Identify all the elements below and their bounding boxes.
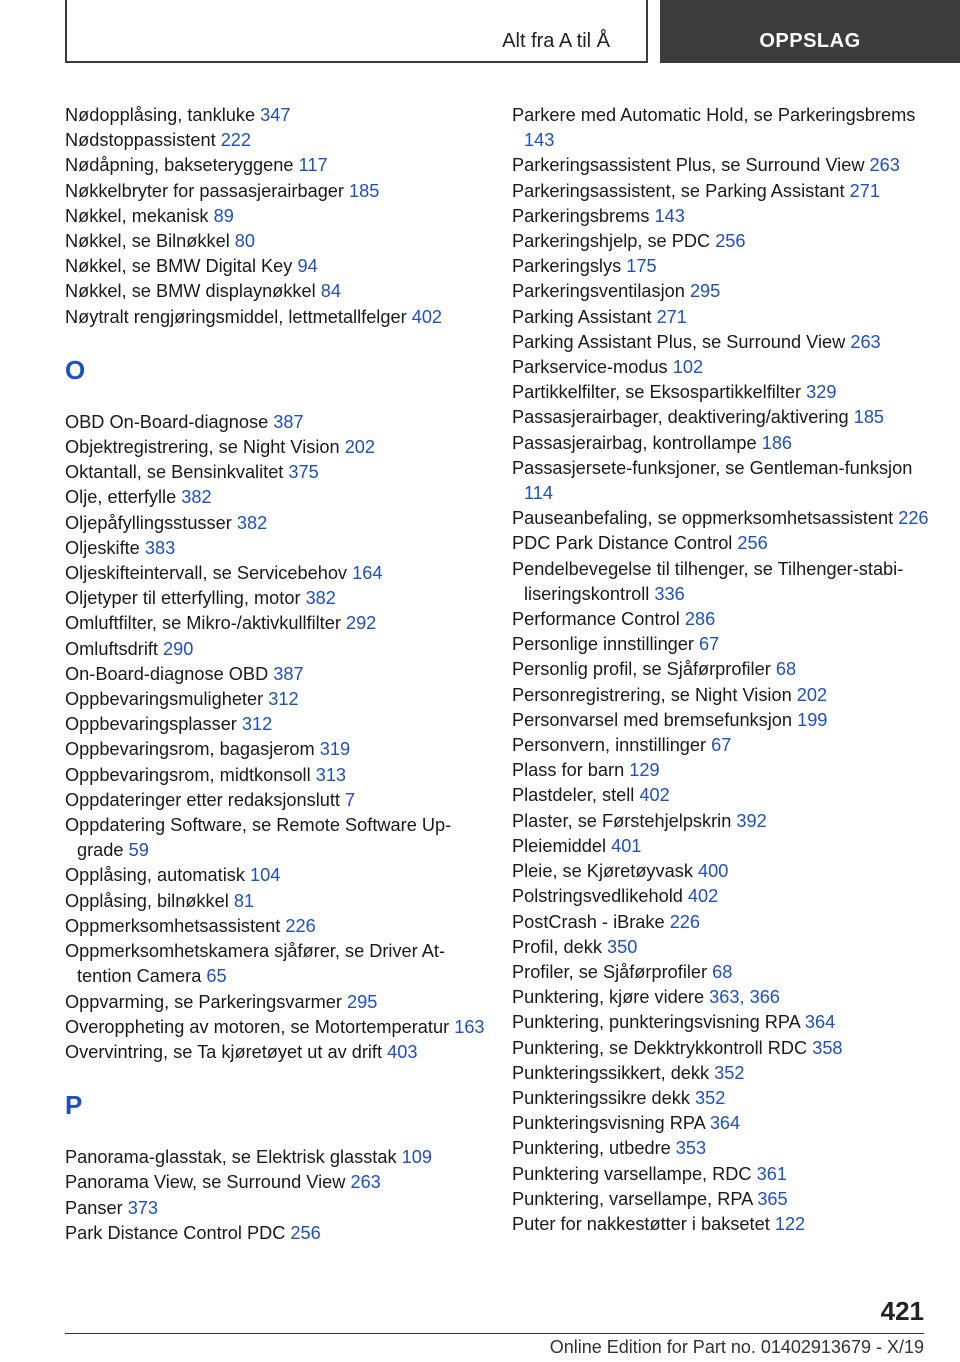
index-entry-term: Parkeringsbrems — [512, 205, 655, 226]
page-reference-link[interactable]: 175 — [626, 256, 657, 277]
index-entry-term: Pleie, se Kjøretøyvask — [512, 861, 698, 882]
index-entry — [65, 662, 485, 687]
index-letter-heading: P — [65, 1090, 83, 1121]
page-reference-link[interactable]: 186 — [761, 432, 793, 453]
page-reference-link[interactable]: 363, 366 — [709, 987, 780, 1008]
index-entry — [512, 985, 932, 1010]
page-reference-link[interactable]: 313 — [315, 764, 347, 785]
index-entry-term: Panorama View, se Surround View — [65, 1172, 351, 1193]
page-reference-link[interactable]: 392 — [736, 810, 767, 831]
index-entry-term: Punkteringsvisning RPA — [512, 1113, 710, 1134]
index-entry-term: Punkteringssikkert, dekk — [512, 1062, 715, 1083]
index-entry-term: OBD On-Board-diagnose — [65, 411, 274, 432]
page-reference-link[interactable]: 373 — [127, 1197, 159, 1218]
index-column-left — [65, 103, 485, 1246]
index-entry — [65, 511, 485, 536]
index-entry — [65, 813, 485, 863]
header-section-box — [65, 0, 648, 63]
index-entry-term: Plass for barn — [512, 760, 630, 781]
page-reference-link[interactable]: 290 — [163, 638, 194, 659]
page-reference-link[interactable]: 400 — [697, 861, 729, 882]
index-entry-term: Objektregistrering, se Night Vision — [65, 437, 345, 458]
index-entry-term: Puter for nakkestøtter i baksetet — [512, 1213, 775, 1234]
page-reference-link[interactable]: 89 — [213, 205, 234, 226]
page-reference-link[interactable]: 67 — [699, 634, 720, 655]
edition-note: Online Edition for Part no. 01402913679 - X/19 — [549, 1337, 924, 1357]
page-reference-link[interactable]: 226 — [669, 911, 701, 932]
page-reference-link[interactable]: 401 — [611, 835, 642, 856]
index-entry-term: Nødopplåsing, tankluke — [65, 105, 261, 125]
index-entry — [65, 914, 485, 939]
index-entry-term: Oppbevaringsplasser — [65, 714, 242, 735]
index-entry — [65, 637, 485, 662]
index-entry-term: Omluftsdrift — [65, 638, 164, 659]
index-entry-term: Performance Control — [512, 609, 685, 630]
index-entry — [65, 1170, 485, 1195]
page-reference-link[interactable]: 109 — [401, 1147, 432, 1168]
index-entry — [512, 1086, 932, 1111]
index-entry — [65, 1040, 485, 1065]
index-entry — [512, 531, 932, 556]
index-entry — [512, 456, 932, 506]
index-entry — [65, 939, 485, 989]
page-reference-link[interactable]: 226 — [898, 508, 929, 529]
page-reference-link[interactable]: 361 — [756, 1163, 787, 1184]
index-entry — [65, 153, 485, 178]
index-entry — [512, 1162, 932, 1187]
index-entry-term: PDC Park Distance Control — [512, 533, 738, 554]
page-reference-link[interactable]: 271 — [656, 306, 687, 327]
page-reference-link[interactable]: 185 — [853, 407, 885, 428]
index-entry-term: Profiler, se Sjåførprofiler — [512, 961, 713, 982]
index-entry-term: Punktering, kjøre videre — [512, 987, 710, 1008]
page-reference-link[interactable]: 129 — [629, 760, 660, 781]
index-entry-term: Polstringsvedlikehold — [512, 886, 688, 907]
index-entry-term: Omluftfilter, se Mikro-/aktivkullfilter — [65, 613, 346, 634]
index-entry-term: Oppdatering Software, se Remote Software Upgrade — [65, 815, 452, 861]
page-reference-link[interactable]: 353 — [675, 1138, 707, 1159]
index-entry — [512, 1212, 932, 1237]
page-reference-link[interactable]: 59 — [128, 840, 149, 861]
index-entry — [512, 733, 932, 758]
index-entry — [512, 229, 932, 254]
page-reference-link[interactable]: 226 — [285, 915, 316, 936]
index-entry-term: Overvintring, se Ta kjøretøyet ut av drift — [65, 1041, 388, 1062]
index-entry-term: Oppbevaringsmuligheter — [65, 689, 269, 710]
index-entry — [512, 153, 932, 178]
index-entry — [512, 557, 932, 607]
page-reference-link[interactable]: 104 — [250, 865, 281, 886]
index-entry — [65, 179, 485, 204]
index-entry — [65, 737, 485, 762]
page-reference-link[interactable]: 312 — [241, 714, 273, 735]
index-entry — [512, 1111, 932, 1136]
page-reference-link[interactable]: 67 — [711, 735, 732, 756]
page-reference-link[interactable]: 263 — [350, 1172, 381, 1193]
index-entry-term: Parking Assistant — [512, 306, 657, 327]
index-entry — [65, 712, 485, 737]
index-entry-term: Personvarsel med bremsefunksjon — [512, 709, 798, 730]
index-entry — [65, 561, 485, 586]
index-entry — [512, 103, 932, 153]
index-entry-term: Overoppheting av motoren, se Motortemperatur — [65, 1016, 455, 1037]
index-entry-term: Oljetyper til etterfylling, motor — [65, 588, 306, 609]
page-reference-link[interactable]: 382 — [305, 588, 336, 609]
index-entry — [65, 1196, 485, 1221]
index-entry-term: Nøkkel, se BMW displaynøkkel — [65, 281, 321, 302]
index-entry — [65, 435, 485, 460]
index-entry — [512, 355, 932, 380]
page-reference-link[interactable]: 312 — [268, 689, 299, 710]
section-title: Alt fra A til Å — [502, 30, 610, 52]
index-entry-term: Punktering, utbedre — [512, 1138, 676, 1159]
page-reference-link[interactable]: 292 — [345, 613, 377, 634]
chapter-title: OPPSLAG — [759, 30, 861, 52]
index-entry — [512, 834, 932, 859]
index-entry — [65, 485, 485, 510]
index-entry — [512, 632, 932, 657]
index-entry — [65, 460, 485, 485]
page-reference-link[interactable]: 352 — [714, 1062, 745, 1083]
index-entry — [512, 1061, 932, 1086]
page-reference-link[interactable]: 403 — [387, 1041, 418, 1062]
page-reference-link[interactable]: 117 — [298, 155, 328, 176]
index-entry — [512, 254, 932, 279]
page-reference-link[interactable]: 185 — [349, 180, 380, 201]
index-entry — [512, 607, 932, 632]
index-entry-term: Park Distance Control PDC — [65, 1222, 291, 1243]
index-entry-term: On-Board-diagnose OBD — [65, 663, 274, 684]
page-reference-link[interactable]: 350 — [607, 936, 638, 957]
index-entry-term: Personvern, innstillinger — [512, 735, 712, 756]
page-reference-link[interactable]: 365 — [757, 1188, 788, 1209]
page-reference-link[interactable]: 143 — [654, 205, 685, 226]
index-entry-term: Nødstoppassistent — [65, 130, 221, 151]
index-entry — [512, 179, 932, 204]
index-entry — [512, 960, 932, 985]
index-entry — [65, 763, 485, 788]
index-entry — [65, 788, 485, 813]
index-entry-term: Parkeringslys — [512, 256, 627, 277]
index-entry-term: Punktering, se Dekktrykkontroll RDC — [512, 1037, 813, 1058]
page-reference-link[interactable]: 163 — [454, 1016, 485, 1037]
index-column-right — [512, 103, 932, 1237]
index-entry-term: Punkteringssikre dekk — [512, 1087, 695, 1108]
page-reference-link[interactable]: 65 — [206, 966, 227, 987]
index-entry-term: Oljeskifte — [65, 537, 145, 558]
index-entry — [512, 935, 932, 960]
index-entry-term: PostCrash - iBrake — [512, 911, 670, 932]
page-reference-link[interactable]: 387 — [273, 663, 304, 684]
page-reference-link[interactable]: 68 — [712, 961, 733, 982]
index-entry — [512, 683, 932, 708]
index-entry — [512, 1136, 932, 1161]
index-entry-term: Oppbevaringsrom, midtkonsoll — [65, 764, 316, 785]
page-reference-link[interactable]: 295 — [347, 991, 378, 1012]
index-entry-term: Parkeringsassistent Plus, se Surround View — [512, 155, 870, 176]
page-reference-link[interactable]: 68 — [775, 659, 797, 680]
page-reference-link[interactable]: 263 — [869, 155, 900, 176]
page-reference-link[interactable]: 102 — [672, 357, 704, 378]
index-entry — [65, 889, 485, 914]
page-reference-link[interactable]: 319 — [319, 739, 351, 760]
page-reference-link[interactable]: 256 — [737, 533, 768, 554]
page-reference-link[interactable]: 329 — [806, 382, 837, 403]
index-entry-term: Partikkelfilter, se Eksospartikkelfilter — [512, 382, 807, 403]
index-entry — [512, 809, 932, 834]
page-reference-link[interactable]: 143 — [524, 130, 555, 151]
index-entry-term: Nødåpning, bakseteryggene — [65, 155, 299, 176]
index-entry-term: Opplåsing, automatisk — [65, 865, 251, 886]
index-entry — [65, 1015, 485, 1040]
page-reference-link[interactable]: 202 — [344, 437, 376, 458]
page-reference-link[interactable]: 383 — [144, 537, 176, 558]
page-reference-link[interactable]: 222 — [220, 130, 252, 151]
index-entry-term: Personlige innstillinger — [512, 634, 700, 655]
index-entry-term: Nøytralt rengjøringsmiddel, lettmetallfelger — [65, 306, 412, 327]
index-entry-term: Pauseanbefaling, se oppmerksomhetsassistent — [512, 508, 899, 529]
index-entry-term: Nøkkelbryter for passasjerairbager — [65, 180, 350, 201]
page-reference-link[interactable]: 358 — [812, 1037, 843, 1058]
index-entry — [512, 708, 932, 733]
page-reference-link[interactable]: 256 — [715, 231, 746, 252]
index-entry-term: Parkere med Automatic Hold, se Parkeringsbrems — [512, 105, 916, 125]
index-entry-term: Punktering, varsellampe, RPA — [512, 1188, 758, 1209]
index-entry-term: Passasjerairbag, kontrollampe — [512, 432, 762, 453]
index-entry-term: Punktering, punkteringsvisning RPA — [512, 1012, 805, 1033]
page-reference-link[interactable]: 94 — [297, 256, 318, 277]
index-entry-term: Parking Assistant Plus, se Surround View — [512, 331, 851, 352]
index-entry-term: Passasjerairbager, deaktivering/aktivering — [512, 407, 854, 428]
page-reference-link[interactable]: 80 — [234, 231, 256, 252]
page-reference-link[interactable]: 382 — [181, 487, 212, 508]
index-entry-term: Parkeringshjelp, se PDC — [512, 231, 716, 252]
page-reference-link[interactable]: 347 — [260, 105, 291, 125]
index-entry — [65, 1221, 485, 1246]
index-entry-term: Oppmerksomhetskamera sjåfører, se Driver Attention Camera — [65, 941, 446, 987]
index-entry — [512, 657, 932, 682]
index-entry — [65, 863, 485, 888]
index-entry-term: Pleiemiddel — [512, 835, 612, 856]
index-entry — [512, 204, 932, 229]
index-entry-term: Oljepåfyllingsstusser — [65, 512, 237, 533]
index-entry-term: Plaster, se Førstehjelpskrin — [512, 810, 737, 831]
page-reference-link[interactable]: 263 — [850, 331, 881, 352]
index-entry — [65, 204, 485, 229]
page-reference-link[interactable]: 402 — [411, 306, 443, 327]
page-reference-link[interactable]: 387 — [273, 411, 304, 432]
index-entry-term: Pendelbevegelse til tilhenger, se Tilhenger-stabiliseringskontroll — [512, 558, 904, 604]
page-reference-link[interactable]: 81 — [233, 890, 255, 911]
page-reference-link[interactable]: 199 — [797, 709, 828, 730]
index-entry — [65, 229, 485, 254]
page-reference-link[interactable]: 375 — [288, 462, 319, 483]
page-reference-link[interactable]: 336 — [654, 583, 685, 604]
index-entry-term: Olje, etterfylle — [65, 487, 182, 508]
index-entry-term: Opplåsing, bilnøkkel — [65, 890, 234, 911]
index-entry-term: Panorama-glasstak, se Elektrisk glasstak — [65, 1147, 402, 1168]
index-entry-term: Passasjersete-funksjoner, se Gentleman-funksjon — [512, 457, 913, 478]
page-reference-link[interactable]: 364 — [804, 1012, 836, 1033]
index-entry — [512, 1036, 932, 1061]
page-reference-link[interactable]: 402 — [687, 886, 719, 907]
index-entry-term: Oppvarming, se Parkeringsvarmer — [65, 991, 348, 1012]
page-reference-link[interactable]: 382 — [236, 512, 268, 533]
index-entry — [65, 254, 485, 279]
index-entry — [512, 506, 932, 531]
page-number: 421 — [880, 1296, 924, 1326]
index-entry-term: Personregistrering, se Night Vision — [512, 684, 797, 705]
index-entry-term: Panser — [65, 1197, 128, 1218]
page-reference-link[interactable]: 202 — [796, 684, 828, 705]
index-entry — [512, 1187, 932, 1212]
index-entry-term: Oppbevaringsrom, bagasjerom — [65, 739, 320, 760]
index-entry-term: Parkeringsventilasjon — [512, 281, 690, 302]
index-entry-term: Punktering varsellampe, RDC — [512, 1163, 757, 1184]
index-entry — [512, 783, 932, 808]
index-entry — [512, 405, 932, 430]
index-entry-term: Profil, dekk — [512, 936, 608, 957]
page-reference-link[interactable]: 114 — [524, 483, 553, 504]
index-entry-term: Plastdeler, stell — [512, 785, 640, 806]
index-entry — [65, 305, 485, 330]
page-reference-link[interactable]: 286 — [684, 609, 716, 630]
index-letter-heading: O — [65, 354, 86, 385]
page-reference-link[interactable]: 271 — [849, 180, 880, 201]
index-entry — [512, 884, 932, 909]
page-reference-link[interactable]: 295 — [689, 281, 721, 302]
index-entry — [512, 758, 932, 783]
index-entry — [512, 431, 932, 456]
index-entry — [65, 103, 485, 128]
footer-divider — [65, 1333, 924, 1334]
index-entry-term: Parkeringsassistent, se Parking Assistant — [512, 180, 850, 201]
index-entry — [512, 910, 932, 935]
header-chapter-tab[interactable] — [660, 0, 960, 63]
index-entry — [65, 1145, 485, 1170]
index-entry-term: Personlig profil, se Sjåførprofiler — [512, 659, 776, 680]
index-entry — [512, 330, 932, 355]
index-entry — [512, 305, 932, 330]
index-entry — [65, 586, 485, 611]
index-entry-term: Oktantall, se Bensinkvalitet — [65, 462, 289, 483]
index-entry-term: Oppmerksomhetsassistent — [65, 915, 286, 936]
index-entry — [65, 279, 485, 304]
index-entry — [65, 611, 485, 636]
page-reference-link[interactable]: 122 — [774, 1213, 806, 1234]
index-entry-term: Nøkkel, mekanisk — [65, 205, 214, 226]
index-entry — [512, 279, 932, 304]
index-entry-term: Parkservice-modus — [512, 357, 673, 378]
index-entry — [65, 687, 485, 712]
index-entry — [65, 990, 485, 1015]
page-reference-link[interactable]: 84 — [320, 281, 341, 302]
index-entry — [65, 536, 485, 561]
page-reference-link[interactable]: 352 — [694, 1087, 726, 1108]
index-entry — [512, 859, 932, 884]
page-reference-link[interactable]: 164 — [352, 563, 383, 584]
index-entry-term: Oppdateringer etter redaksjonslutt — [65, 789, 346, 810]
page-reference-link[interactable]: 256 — [290, 1222, 321, 1243]
page-reference-link[interactable]: 402 — [639, 785, 670, 806]
index-entry — [65, 410, 485, 435]
index-entry — [65, 128, 485, 153]
index-entry — [512, 1010, 932, 1035]
index-entry-term: Oljeskifteintervall, se Servicebehov — [65, 563, 353, 584]
index-entry — [512, 380, 932, 405]
page-reference-link[interactable]: 7 — [345, 789, 356, 810]
index-entry-term: Nøkkel, se Bilnøkkel — [65, 231, 235, 252]
page-reference-link[interactable]: 364 — [709, 1113, 741, 1134]
index-entry-term: Nøkkel, se BMW Digital Key — [65, 256, 298, 277]
